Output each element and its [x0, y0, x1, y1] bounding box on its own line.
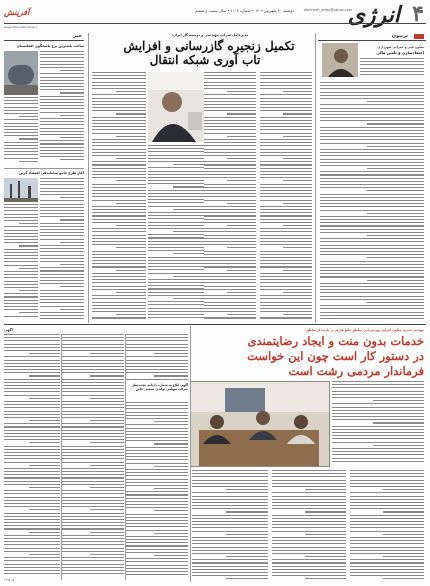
news-label: خبر — [73, 33, 82, 39]
mid-page-rule — [4, 324, 426, 325]
masthead-logo: انرژی — [347, 2, 400, 28]
side-news-photo1 — [4, 51, 38, 95]
bottom-lead-body-col1 — [350, 470, 424, 582]
lead-kicker: مدیرعامل شرکت مهندسی و توسعه گاز ایران: — [171, 33, 249, 37]
side-news-body2 — [40, 178, 84, 322]
bottom-lead-kicker: مهندس حیدری معاون اجرایی بهره‌برداری مناطق خلیج فارس در بازدید از مناطق: — [305, 328, 424, 332]
legal-notices-col3b — [126, 402, 188, 580]
tribune-label: تریبون — [391, 33, 408, 39]
tribune-marker-icon — [414, 34, 424, 39]
lead-divider — [88, 33, 89, 323]
tower-photo-icon — [4, 51, 38, 95]
lead-body-col-right — [260, 72, 312, 322]
tribune-divider — [315, 33, 316, 323]
date-line: دوشنبه ۳۰ شهریور ۱۴۰۲ • شماره ۱۱۰۴ • سال بیست و ششم — [195, 8, 294, 13]
refinery-photo-icon — [4, 178, 38, 202]
footer-code: کد ۱۳۹۸ — [4, 578, 15, 582]
ad-label: آگهی — [4, 328, 13, 332]
bottom-lead-body-col3 — [192, 470, 268, 582]
tribune-body-col2 — [320, 82, 424, 322]
sub-logo: آفرینش — [4, 8, 30, 17]
lead-headline-line1: تکمیل زنجیره گازرسانی و افزایش — [123, 39, 295, 53]
lead-headline-line2: تاب آوری شبکه انتقال — [149, 53, 261, 67]
side-news-title2: آغاز طرح جامع ساماندهی اقتصاد کربن — [18, 171, 84, 175]
legal-notices-col3 — [126, 334, 188, 382]
lead-body-col-left — [148, 145, 204, 322]
side-news-body2b — [4, 204, 38, 322]
lead-body-col-mid — [204, 72, 256, 322]
website: www.Afarinesh-daily.ir — [4, 25, 38, 29]
bottom-lead-headline-line2: در دستور کار است چون این خواست — [247, 349, 424, 363]
meeting-photo-icon — [190, 382, 329, 467]
bottom-lead-body-col2 — [272, 470, 346, 582]
masthead-rule — [4, 23, 426, 24]
bottom-lead-photo — [190, 381, 330, 467]
speaker-photo-icon — [148, 72, 204, 142]
side-news-title1: ساخت بلندترین برج پاسخگوی افغانستان — [16, 44, 84, 48]
tribune-portrait — [322, 43, 358, 77]
side-news-photo2 — [4, 178, 38, 202]
page-number: ۴ — [412, 1, 424, 27]
lead-photo — [148, 72, 204, 142]
bottom-divider — [190, 326, 191, 582]
tribune-body-col1 — [360, 58, 424, 80]
tribune-kicker: معاون فنی و عمرانی شهرداری: — [376, 45, 424, 49]
ad-title: آگهی ابلاغ به شماره دادنامه تجدیدنظر شرکت سهامی تولیدی صنعتی خاص — [132, 383, 188, 391]
news-section-label — [4, 33, 84, 41]
side-news-body1b — [4, 97, 38, 166]
email: afarinesh_news@yahoo.com — [303, 8, 352, 12]
bottom-lead-headline-line1: خدمات بدون منت و ایجاد رضایتمندی — [247, 334, 424, 348]
lead-body-col-far — [92, 72, 146, 322]
person-portrait-icon — [322, 43, 358, 77]
side-news-divider — [4, 168, 84, 169]
tribune-title: اعتمادسازی و تامین مالی — [376, 50, 424, 55]
legal-notices-col2 — [62, 334, 124, 580]
bottom-lead-body-photo-side — [332, 381, 424, 467]
legal-notices-col1 — [4, 334, 60, 580]
tribune-section-label — [318, 33, 426, 41]
bottom-lead-headline-line3: فرماندار مردمی رشت است — [288, 364, 424, 378]
side-news-body1 — [40, 51, 84, 166]
